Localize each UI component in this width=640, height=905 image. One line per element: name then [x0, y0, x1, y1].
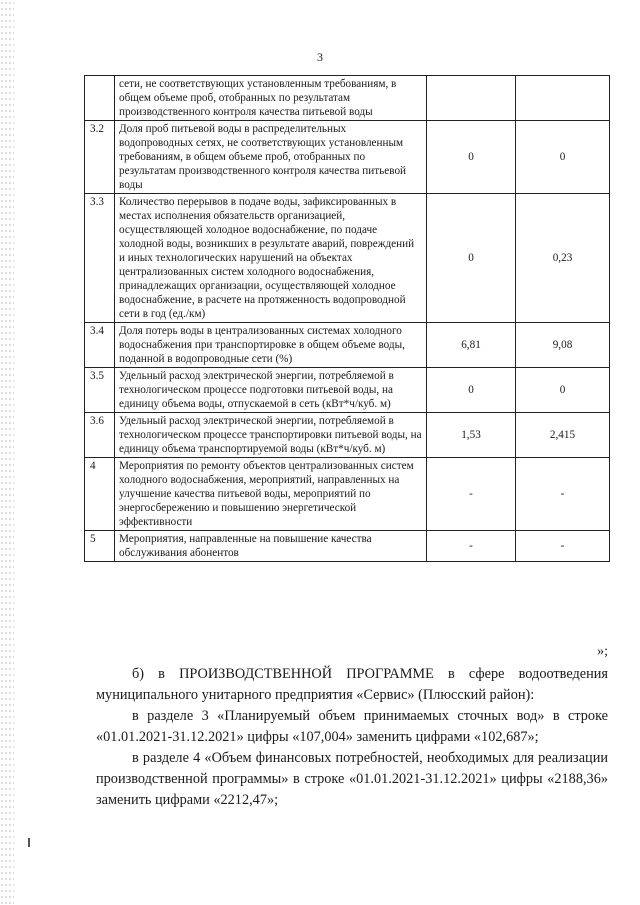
row-value-1: 0 — [427, 194, 516, 323]
row-value-2: 9,08 — [516, 323, 610, 368]
row-value-2: 0 — [516, 121, 610, 194]
row-value-1: 0 — [427, 368, 516, 413]
paragraph-section-3: в разделе 3 «Планируемый объем принимаемых сточных вод» в строке «01.01.2021-31.12.2021» цифры «107,004» заменить цифрами «102,687»; — [96, 708, 608, 745]
row-value-2: 0 — [516, 368, 610, 413]
quote-close-mark: »; — [597, 644, 608, 659]
row-value-2: - — [516, 458, 610, 531]
row-value-1: 0 — [427, 121, 516, 194]
table-row — [85, 76, 610, 121]
row-description: Удельный расход электрической энергии, потребляемой в технологическом процессе транспортировки питьевой воды, на единицу объема транспортируемой воды (кВт*ч/куб. м) — [115, 413, 427, 458]
row-value-1 — [427, 76, 516, 121]
row-value-2: 0,23 — [516, 194, 610, 323]
table-row — [85, 458, 610, 531]
amendment-text — [96, 664, 608, 811]
table-row — [85, 121, 610, 194]
row-value-1: 6,81 — [427, 323, 516, 368]
row-value-2 — [516, 76, 610, 121]
scan-stray-mark — [28, 838, 30, 847]
row-value-1: - — [427, 531, 516, 562]
indicators-table — [84, 75, 610, 562]
row-description: Количество перерывов в подаче воды, зафиксированных в местах исполнения обязательств организацией, осуществляющей холодное водоснабжение, по подаче холодной воды, возникших в результате аварий, повреждений и иных технологических нарушений на объектах централизованных систем холодного водоснабжения, принадлежащих организации, осуществляющей холодное водоснабжение, в расчете на протяженность водопроводной сети в год (ед./км) — [115, 194, 427, 323]
row-description: Доля проб питьевой воды в распределительных водопроводных сетях, не соответствующих установленным требованиям, в общем объеме проб, отобранных по результатам производственного контроля качества питьевой воды — [115, 121, 427, 194]
table-row — [85, 413, 610, 458]
table-row — [85, 531, 610, 562]
table-row — [85, 368, 610, 413]
row-value-2: 2,415 — [516, 413, 610, 458]
row-number: 3.2 — [85, 121, 115, 194]
row-number: 5 — [85, 531, 115, 562]
row-number: 3.6 — [85, 413, 115, 458]
row-number: 3.4 — [85, 323, 115, 368]
row-value-1: 1,53 — [427, 413, 516, 458]
paragraph-section-4: в разделе 4 «Объем финансовых потребностей, необходимых для реализации производственной программы» в строке «01.01.2021-31.12.2021» цифры «2188,36» заменить цифрами «2212,47»; — [96, 750, 608, 808]
row-description: Удельный расход электрической энергии, потребляемой в технологическом процессе подготовки питьевой воды, на единицу объема воды, отпускаемой в сеть (кВт*ч/куб. м) — [115, 368, 427, 413]
row-description: Мероприятия по ремонту объектов централизованных систем холодного водоснабжения, мероприятий, направленных на улучшение качества питьевой воды, мероприятий по энергосбережению и повышению энергетической эффективности — [115, 458, 427, 531]
row-value-2: - — [516, 531, 610, 562]
row-number: 4 — [85, 458, 115, 531]
paragraph-b: б) в ПРОИЗВОДСТВЕННОЙ ПРОГРАММЕ в сфере водоотведения муниципального унитарного предприятия «Сервис» (Плюсский район): — [96, 666, 608, 703]
row-number: 3.5 — [85, 368, 115, 413]
scan-edge-noise — [0, 0, 14, 905]
row-number: 3.3 — [85, 194, 115, 323]
page-number: 3 — [317, 50, 323, 64]
row-description: Доля потерь воды в централизованных системах холодного водоснабжения при транспортировке в общем объеме воды, поданной в водопроводные сети (%) — [115, 323, 427, 368]
table-row — [85, 323, 610, 368]
table-row — [85, 194, 610, 323]
row-description: Мероприятия, направленные на повышение качества обслуживания абонентов — [115, 531, 427, 562]
row-value-1: - — [427, 458, 516, 531]
row-description: сети, не соответствующих установленным требованиям, в общем объеме проб, отобранных по результатам производственного контроля качества питьевой воды — [115, 76, 427, 121]
row-number — [85, 76, 115, 121]
